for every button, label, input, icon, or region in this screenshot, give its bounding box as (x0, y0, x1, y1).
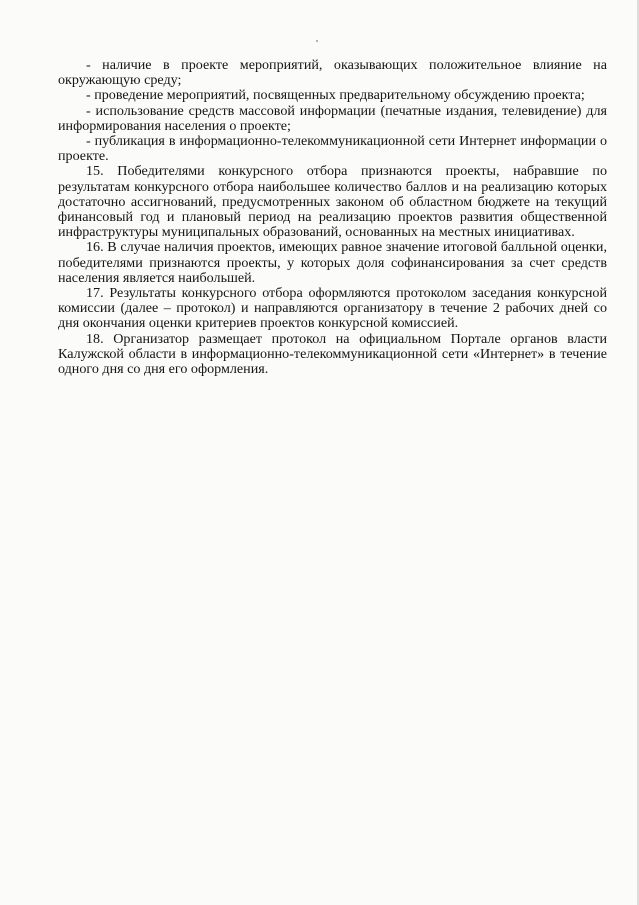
paragraph-16: 16. В случае наличия проектов, имеющих равное значение итоговой балльной оценки, победителями признаются проекты, у которых доля софинансирования за счет средств населения является наибольшей. (58, 239, 607, 286)
list-item-environment: - наличие в проекте мероприятий, оказывающих положительное влияние на окружающую среду; (58, 57, 607, 89)
paragraph-17: 17. Результаты конкурсного отбора оформляются протоколом заседания конкурсной комиссии (далее – протокол) и направляются организатору в течение 2 рабочих дней со дня окончания оценки критериев проектов конкурсной комиссией. (58, 285, 607, 332)
scan-speck (316, 40, 318, 42)
paragraph-15: 15. Победителями конкурсного отбора признаются проекты, набравшие по результатам конкурсного отбора наибольшее количество баллов и на реализацию которых достаточно ассигнований, предусмотренных законом об областном бюджете на текущий финансовый год и плановый период на реализацию проектов развития общественной инфраструктуры муниципальных образований, основанных на местных инициативах. (58, 163, 607, 241)
list-item-discussion: - проведение мероприятий, посвященных предварительному обсуждению проекта; (86, 87, 585, 104)
list-item-internet: - публикация в информационно-телекоммуникационной сети Интернет информации о проекте. (58, 133, 607, 165)
list-item-media: - использование средств массовой информации (печатные издания, телевидение) для информирования населения о проекте; (58, 102, 607, 134)
paragraph-18: 18. Организатор размещает протокол на официальном Портале органов власти Калужской области в информационно-телекоммуникационной сети «Интернет» в течение одного дня со дня его оформления. (58, 330, 607, 378)
document-body (58, 58, 607, 377)
